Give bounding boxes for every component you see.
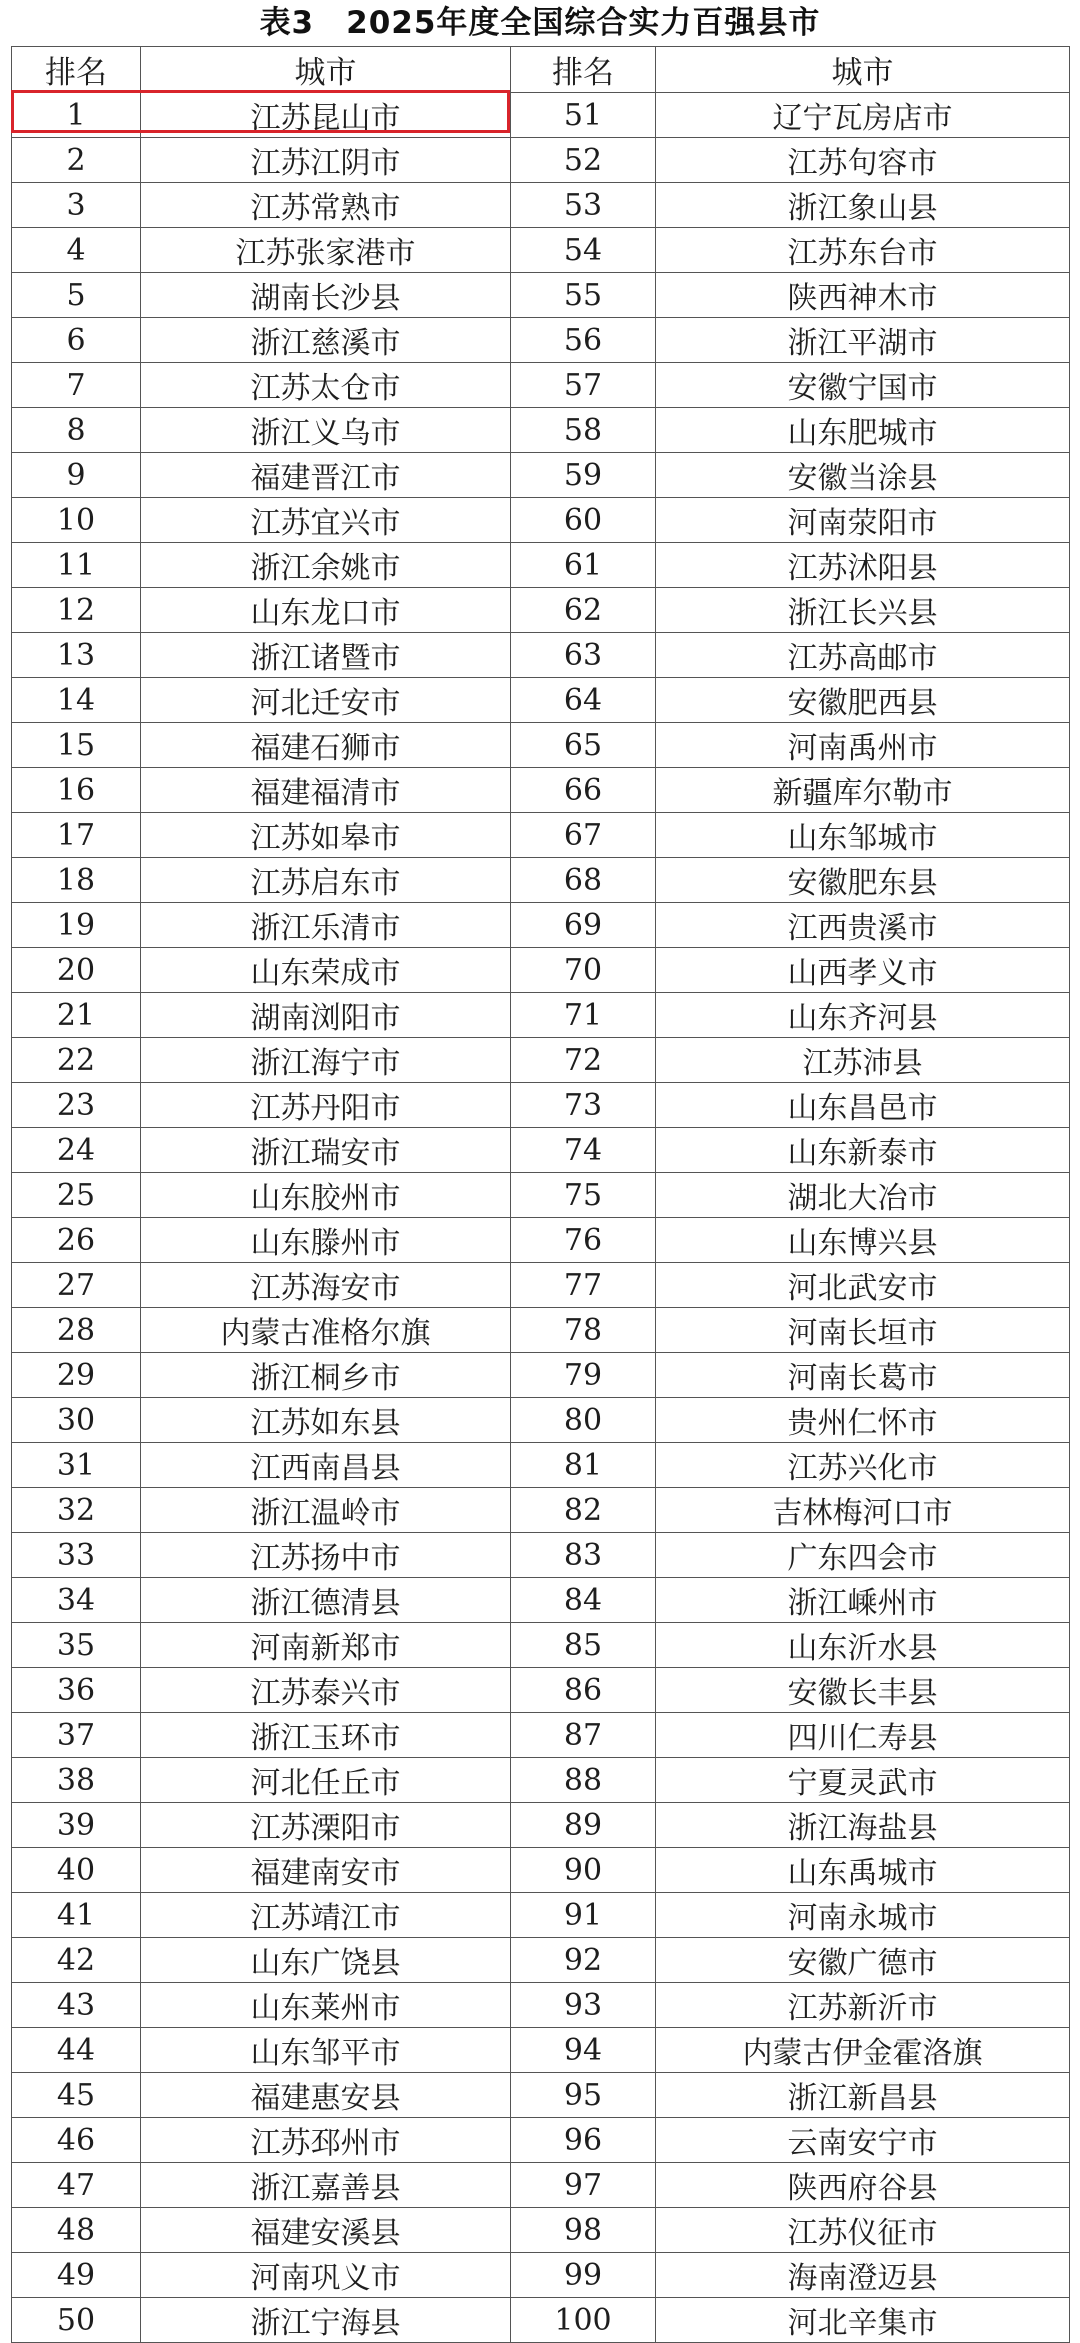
city-left-cell: 河北任丘市 <box>141 1758 511 1803</box>
table-row <box>12 1758 1070 1803</box>
rank-right-cell: 51 <box>511 93 656 138</box>
rank-right-cell: 79 <box>511 1353 656 1398</box>
table-row <box>12 1713 1070 1758</box>
rank-left-cell: 29 <box>12 1353 141 1398</box>
rank-left-cell: 2 <box>12 138 141 183</box>
city-right-cell: 河北辛集市 <box>656 2298 1070 2343</box>
city-left-cell: 浙江诸暨市 <box>141 633 511 678</box>
city-left-cell: 浙江余姚市 <box>141 543 511 588</box>
rank-left-cell: 35 <box>12 1623 141 1668</box>
rank-right-cell: 94 <box>511 2028 656 2073</box>
city-left-cell: 江西南昌县 <box>141 1443 511 1488</box>
city-left-cell: 江苏昆山市 <box>141 93 511 138</box>
header-city-right: 城市 <box>656 47 1070 93</box>
table-row <box>12 1983 1070 2028</box>
rank-left-cell: 23 <box>12 1083 141 1128</box>
city-right-cell: 浙江嵊州市 <box>656 1578 1070 1623</box>
city-left-cell: 江苏如皋市 <box>141 813 511 858</box>
rank-right-cell: 64 <box>511 678 656 723</box>
city-right-cell: 辽宁瓦房店市 <box>656 93 1070 138</box>
rank-left-cell: 19 <box>12 903 141 948</box>
city-left-cell: 江苏扬中市 <box>141 1533 511 1578</box>
city-right-cell: 河南永城市 <box>656 1893 1070 1938</box>
rank-left-cell: 17 <box>12 813 141 858</box>
rank-left-cell: 28 <box>12 1308 141 1353</box>
city-right-cell: 浙江象山县 <box>656 183 1070 228</box>
rank-left-cell: 27 <box>12 1263 141 1308</box>
table-row <box>12 1803 1070 1848</box>
table-row <box>12 1308 1070 1353</box>
city-left-cell: 浙江慈溪市 <box>141 318 511 363</box>
rank-left-cell: 31 <box>12 1443 141 1488</box>
rank-left-cell: 22 <box>12 1038 141 1083</box>
rank-left-cell: 43 <box>12 1983 141 2028</box>
rank-right-cell: 57 <box>511 363 656 408</box>
rank-left-cell: 12 <box>12 588 141 633</box>
rank-right-cell: 55 <box>511 273 656 318</box>
table-row <box>12 2118 1070 2163</box>
city-right-cell: 山东禹城市 <box>656 1848 1070 1893</box>
city-right-cell: 内蒙古伊金霍洛旗 <box>656 2028 1070 2073</box>
table-row <box>12 2298 1070 2343</box>
rank-right-cell: 69 <box>511 903 656 948</box>
table-row <box>12 678 1070 723</box>
rank-left-cell: 13 <box>12 633 141 678</box>
table-row <box>12 93 1070 138</box>
city-left-cell: 山东邹平市 <box>141 2028 511 2073</box>
city-right-cell: 河南长垣市 <box>656 1308 1070 1353</box>
rank-left-cell: 38 <box>12 1758 141 1803</box>
city-left-cell: 浙江海宁市 <box>141 1038 511 1083</box>
table-row <box>12 2253 1070 2298</box>
table-row <box>12 1218 1070 1263</box>
city-left-cell: 江苏邳州市 <box>141 2118 511 2163</box>
rank-right-cell: 89 <box>511 1803 656 1848</box>
rank-left-cell: 30 <box>12 1398 141 1443</box>
table-row <box>12 588 1070 633</box>
city-right-cell: 江苏高邮市 <box>656 633 1070 678</box>
rank-left-cell: 25 <box>12 1173 141 1218</box>
table-row <box>12 228 1070 273</box>
city-left-cell: 浙江宁海县 <box>141 2298 511 2343</box>
rank-left-cell: 7 <box>12 363 141 408</box>
city-right-cell: 河南荥阳市 <box>656 498 1070 543</box>
rank-right-cell: 80 <box>511 1398 656 1443</box>
table-row <box>12 903 1070 948</box>
city-right-cell: 山东沂水县 <box>656 1623 1070 1668</box>
city-right-cell: 江苏仪征市 <box>656 2208 1070 2253</box>
table-row <box>12 993 1070 1038</box>
city-right-cell: 江苏句容市 <box>656 138 1070 183</box>
rank-right-cell: 91 <box>511 1893 656 1938</box>
table-row <box>12 2163 1070 2208</box>
city-left-cell: 浙江义乌市 <box>141 408 511 453</box>
rank-right-cell: 78 <box>511 1308 656 1353</box>
rank-left-cell: 14 <box>12 678 141 723</box>
city-left-cell: 山东龙口市 <box>141 588 511 633</box>
city-right-cell: 安徽广德市 <box>656 1938 1070 1983</box>
header-city-left: 城市 <box>141 47 511 93</box>
rank-left-cell: 20 <box>12 948 141 993</box>
city-left-cell: 浙江德清县 <box>141 1578 511 1623</box>
city-right-cell: 安徽当涂县 <box>656 453 1070 498</box>
city-left-cell: 浙江温岭市 <box>141 1488 511 1533</box>
rank-right-cell: 84 <box>511 1578 656 1623</box>
city-left-cell: 山东莱州市 <box>141 1983 511 2028</box>
city-left-cell: 浙江乐清市 <box>141 903 511 948</box>
city-left-cell: 江苏启东市 <box>141 858 511 903</box>
city-right-cell: 山东邹城市 <box>656 813 1070 858</box>
rank-left-cell: 21 <box>12 993 141 1038</box>
city-left-cell: 江苏海安市 <box>141 1263 511 1308</box>
table-row <box>12 273 1070 318</box>
rank-left-cell: 44 <box>12 2028 141 2073</box>
rank-right-cell: 85 <box>511 1623 656 1668</box>
city-right-cell: 吉林梅河口市 <box>656 1488 1070 1533</box>
city-right-cell: 江苏东台市 <box>656 228 1070 273</box>
rank-right-cell: 65 <box>511 723 656 768</box>
rank-right-cell: 77 <box>511 1263 656 1308</box>
city-left-cell: 浙江瑞安市 <box>141 1128 511 1173</box>
rank-left-cell: 24 <box>12 1128 141 1173</box>
rank-right-cell: 81 <box>511 1443 656 1488</box>
city-right-cell: 江苏新沂市 <box>656 1983 1070 2028</box>
rank-right-cell: 93 <box>511 1983 656 2028</box>
city-left-cell: 江苏如东县 <box>141 1398 511 1443</box>
rank-right-cell: 92 <box>511 1938 656 1983</box>
rank-left-cell: 37 <box>12 1713 141 1758</box>
rank-right-cell: 86 <box>511 1668 656 1713</box>
table-row <box>12 1533 1070 1578</box>
city-left-cell: 山东广饶县 <box>141 1938 511 1983</box>
city-right-cell: 江苏沛县 <box>656 1038 1070 1083</box>
rank-right-cell: 82 <box>511 1488 656 1533</box>
rank-left-cell: 42 <box>12 1938 141 1983</box>
city-left-cell: 江苏靖江市 <box>141 1893 511 1938</box>
header-rank-right: 排名 <box>511 47 656 93</box>
rank-right-cell: 56 <box>511 318 656 363</box>
table-row <box>12 498 1070 543</box>
table-row <box>12 858 1070 903</box>
city-right-cell: 安徽肥东县 <box>656 858 1070 903</box>
rank-left-cell: 26 <box>12 1218 141 1263</box>
city-left-cell: 湖南长沙县 <box>141 273 511 318</box>
table-row <box>12 543 1070 588</box>
table-row <box>12 2208 1070 2253</box>
table-row <box>12 1263 1070 1308</box>
city-right-cell: 海南澄迈县 <box>656 2253 1070 2298</box>
rank-right-cell: 96 <box>511 2118 656 2163</box>
table-body <box>12 93 1070 2343</box>
city-left-cell: 江苏宜兴市 <box>141 498 511 543</box>
table-row <box>12 1668 1070 1713</box>
table-row <box>12 1128 1070 1173</box>
rank-right-cell: 67 <box>511 813 656 858</box>
rank-left-cell: 34 <box>12 1578 141 1623</box>
rank-right-cell: 76 <box>511 1218 656 1263</box>
city-right-cell: 山西孝义市 <box>656 948 1070 993</box>
rank-left-cell: 1 <box>12 93 141 138</box>
rank-left-cell: 50 <box>12 2298 141 2343</box>
rank-left-cell: 40 <box>12 1848 141 1893</box>
table-row <box>12 1938 1070 1983</box>
city-left-cell: 浙江玉环市 <box>141 1713 511 1758</box>
city-left-cell: 福建福清市 <box>141 768 511 813</box>
rank-right-cell: 83 <box>511 1533 656 1578</box>
city-right-cell: 广东四会市 <box>656 1533 1070 1578</box>
city-right-cell: 湖北大冶市 <box>656 1173 1070 1218</box>
city-right-cell: 山东齐河县 <box>656 993 1070 1038</box>
table-row <box>12 768 1070 813</box>
table-title: 表3 2025年度全国综合实力百强县市 <box>259 5 821 41</box>
city-left-cell: 湖南浏阳市 <box>141 993 511 1038</box>
table-row <box>12 1083 1070 1128</box>
city-right-cell: 河南长葛市 <box>656 1353 1070 1398</box>
rank-right-cell: 58 <box>511 408 656 453</box>
city-left-cell: 江苏常熟市 <box>141 183 511 228</box>
table-row <box>12 1578 1070 1623</box>
table-row <box>12 318 1070 363</box>
city-right-cell: 贵州仁怀市 <box>656 1398 1070 1443</box>
city-left-cell: 福建晋江市 <box>141 453 511 498</box>
rank-left-cell: 32 <box>12 1488 141 1533</box>
table-row <box>12 1353 1070 1398</box>
rank-left-cell: 16 <box>12 768 141 813</box>
city-right-cell: 山东肥城市 <box>656 408 1070 453</box>
rank-right-cell: 72 <box>511 1038 656 1083</box>
city-right-cell: 河北武安市 <box>656 1263 1070 1308</box>
rank-left-cell: 9 <box>12 453 141 498</box>
rank-right-cell: 59 <box>511 453 656 498</box>
rank-right-cell: 87 <box>511 1713 656 1758</box>
city-right-cell: 浙江平湖市 <box>656 318 1070 363</box>
table-row <box>12 813 1070 858</box>
table-row <box>12 1623 1070 1668</box>
rank-right-cell: 60 <box>511 498 656 543</box>
rank-right-cell: 66 <box>511 768 656 813</box>
rank-right-cell: 63 <box>511 633 656 678</box>
city-right-cell: 云南安宁市 <box>656 2118 1070 2163</box>
city-left-cell: 山东荣成市 <box>141 948 511 993</box>
rank-right-cell: 61 <box>511 543 656 588</box>
city-right-cell: 山东昌邑市 <box>656 1083 1070 1128</box>
city-left-cell: 江苏江阴市 <box>141 138 511 183</box>
city-left-cell: 江苏溧阳市 <box>141 1803 511 1848</box>
table-row <box>12 1893 1070 1938</box>
rank-right-cell: 71 <box>511 993 656 1038</box>
city-right-cell: 宁夏灵武市 <box>656 1758 1070 1803</box>
city-left-cell: 江苏泰兴市 <box>141 1668 511 1713</box>
table-row <box>12 1398 1070 1443</box>
city-right-cell: 河南禹州市 <box>656 723 1070 768</box>
rank-right-cell: 99 <box>511 2253 656 2298</box>
city-right-cell: 江西贵溪市 <box>656 903 1070 948</box>
rank-right-cell: 70 <box>511 948 656 993</box>
city-left-cell: 河南新郑市 <box>141 1623 511 1668</box>
table-row <box>12 1848 1070 1893</box>
city-left-cell: 江苏张家港市 <box>141 228 511 273</box>
city-left-cell: 福建惠安县 <box>141 2073 511 2118</box>
city-right-cell: 江苏兴化市 <box>656 1443 1070 1488</box>
rank-left-cell: 3 <box>12 183 141 228</box>
city-left-cell: 河北迁安市 <box>141 678 511 723</box>
rank-left-cell: 4 <box>12 228 141 273</box>
rank-right-cell: 68 <box>511 858 656 903</box>
city-left-cell: 浙江嘉善县 <box>141 2163 511 2208</box>
city-left-cell: 福建南安市 <box>141 1848 511 1893</box>
table-row <box>12 363 1070 408</box>
rank-left-cell: 15 <box>12 723 141 768</box>
rank-right-cell: 53 <box>511 183 656 228</box>
city-left-cell: 内蒙古准格尔旗 <box>141 1308 511 1353</box>
table-row <box>12 453 1070 498</box>
city-right-cell: 山东博兴县 <box>656 1218 1070 1263</box>
city-right-cell: 浙江新昌县 <box>656 2073 1070 2118</box>
rank-right-cell: 98 <box>511 2208 656 2253</box>
table-row <box>12 138 1070 183</box>
rank-left-cell: 11 <box>12 543 141 588</box>
city-right-cell: 浙江海盐县 <box>656 1803 1070 1848</box>
table-row <box>12 1038 1070 1083</box>
city-right-cell: 山东新泰市 <box>656 1128 1070 1173</box>
rank-left-cell: 33 <box>12 1533 141 1578</box>
rank-right-cell: 100 <box>511 2298 656 2343</box>
city-right-cell: 江苏沭阳县 <box>656 543 1070 588</box>
table-row <box>12 948 1070 993</box>
city-right-cell: 安徽肥西县 <box>656 678 1070 723</box>
rank-left-cell: 18 <box>12 858 141 903</box>
city-right-cell: 新疆库尔勒市 <box>656 768 1070 813</box>
rank-right-cell: 75 <box>511 1173 656 1218</box>
city-left-cell: 浙江桐乡市 <box>141 1353 511 1398</box>
rank-left-cell: 5 <box>12 273 141 318</box>
city-right-cell: 陕西府谷县 <box>656 2163 1070 2208</box>
header-row <box>12 47 1070 93</box>
rank-right-cell: 95 <box>511 2073 656 2118</box>
rank-left-cell: 48 <box>12 2208 141 2253</box>
city-left-cell: 河南巩义市 <box>141 2253 511 2298</box>
rank-right-cell: 73 <box>511 1083 656 1128</box>
city-right-cell: 四川仁寿县 <box>656 1713 1070 1758</box>
city-right-cell: 陕西神木市 <box>656 273 1070 318</box>
table-row <box>12 1443 1070 1488</box>
table-row <box>12 1173 1070 1218</box>
rank-left-cell: 10 <box>12 498 141 543</box>
city-right-cell: 安徽长丰县 <box>656 1668 1070 1713</box>
city-left-cell: 福建石狮市 <box>141 723 511 768</box>
city-right-cell: 浙江长兴县 <box>656 588 1070 633</box>
rank-right-cell: 97 <box>511 2163 656 2208</box>
rank-right-cell: 90 <box>511 1848 656 1893</box>
ranking-table <box>11 46 1070 2343</box>
table-row <box>12 408 1070 453</box>
rank-left-cell: 36 <box>12 1668 141 1713</box>
city-left-cell: 福建安溪县 <box>141 2208 511 2253</box>
rank-right-cell: 54 <box>511 228 656 273</box>
city-right-cell: 安徽宁国市 <box>656 363 1070 408</box>
rank-left-cell: 39 <box>12 1803 141 1848</box>
rank-left-cell: 47 <box>12 2163 141 2208</box>
city-left-cell: 江苏丹阳市 <box>141 1083 511 1128</box>
table-row <box>12 1488 1070 1533</box>
table-row <box>12 2028 1070 2073</box>
city-left-cell: 江苏太仓市 <box>141 363 511 408</box>
city-left-cell: 山东胶州市 <box>141 1173 511 1218</box>
rank-right-cell: 88 <box>511 1758 656 1803</box>
table-row <box>12 723 1070 768</box>
rank-left-cell: 49 <box>12 2253 141 2298</box>
table-row <box>12 2073 1070 2118</box>
header-rank-left: 排名 <box>12 47 141 93</box>
table-row <box>12 633 1070 678</box>
rank-right-cell: 62 <box>511 588 656 633</box>
rank-left-cell: 41 <box>12 1893 141 1938</box>
rank-left-cell: 45 <box>12 2073 141 2118</box>
rank-left-cell: 8 <box>12 408 141 453</box>
rank-right-cell: 52 <box>511 138 656 183</box>
city-left-cell: 山东滕州市 <box>141 1218 511 1263</box>
table-row <box>12 183 1070 228</box>
rank-left-cell: 6 <box>12 318 141 363</box>
rank-left-cell: 46 <box>12 2118 141 2163</box>
rank-right-cell: 74 <box>511 1128 656 1173</box>
